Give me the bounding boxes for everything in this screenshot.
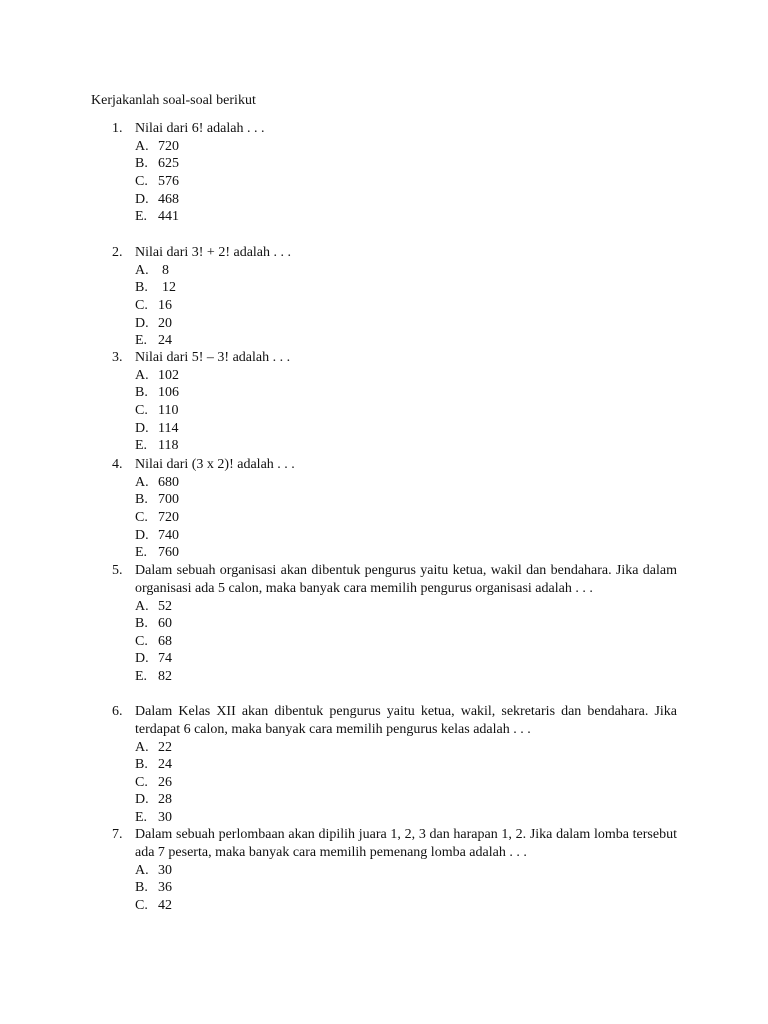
option-value: 26 <box>158 774 172 790</box>
option-letter: B. <box>135 280 148 296</box>
option-letter: E. <box>135 438 148 454</box>
question-text: Dalam sebuah organisasi akan dibentuk pengurus yaitu ketua, wakil dan bendahara. Jika dalam organisasi ada 5 calon, maka banyak cara memilih pengurus organisasi adalah . . . <box>135 563 677 596</box>
option-value: 22 <box>158 739 172 755</box>
option-e <box>135 332 176 350</box>
option-list <box>135 367 179 455</box>
option-value: 441 <box>158 209 179 225</box>
option-letter: D. <box>135 792 149 808</box>
option-letter: E. <box>135 545 148 561</box>
option-list <box>135 739 172 827</box>
option-value: 700 <box>158 492 179 508</box>
option-list <box>135 138 179 226</box>
option-list <box>135 862 172 915</box>
option-c <box>135 402 179 420</box>
option-d <box>135 420 179 438</box>
option-list <box>135 262 176 350</box>
option-letter: B. <box>135 757 148 773</box>
option-value: 625 <box>158 156 179 172</box>
option-letter: A. <box>135 862 149 878</box>
option-value: 740 <box>158 527 179 543</box>
option-d <box>135 791 172 809</box>
option-e <box>135 544 179 562</box>
option-e <box>135 437 179 455</box>
option-value: 16 <box>158 297 172 313</box>
page-heading: Kerjakanlah soal-soal berikut <box>91 93 256 108</box>
option-letter: C. <box>135 402 148 418</box>
option-letter: A. <box>135 474 149 490</box>
option-letter: D. <box>135 315 149 331</box>
option-value: 74 <box>158 651 172 667</box>
option-value: 106 <box>158 385 179 401</box>
option-letter: D. <box>135 420 149 436</box>
option-value: 102 <box>158 367 179 383</box>
option-c <box>135 633 172 651</box>
option-value: 24 <box>158 333 172 349</box>
option-a <box>135 598 172 616</box>
option-value: 30 <box>158 862 172 878</box>
option-value: 24 <box>158 757 172 773</box>
option-b <box>135 756 172 774</box>
option-value: 30 <box>158 809 172 825</box>
option-letter: A. <box>135 138 149 154</box>
option-letter: B. <box>135 385 148 401</box>
option-letter: B. <box>135 492 148 508</box>
option-letter: D. <box>135 527 149 543</box>
option-c <box>135 897 172 915</box>
option-value: 720 <box>158 509 179 525</box>
option-a <box>135 862 172 880</box>
option-letter: A. <box>135 598 149 614</box>
option-letter: B. <box>135 156 148 172</box>
option-e <box>135 208 179 226</box>
option-letter: E. <box>135 209 148 225</box>
option-value: 118 <box>158 438 179 454</box>
option-letter: D. <box>135 651 149 667</box>
question-text: Dalam Kelas XII akan dibentuk pengurus yaitu ketua, wakil, sekretaris dan bendahara. Jika terdapat 6 calon, maka banyak cara memilih pengurus kelas adalah . . . <box>135 704 677 737</box>
option-a <box>135 474 179 492</box>
option-letter: C. <box>135 774 148 790</box>
question-number: 1. <box>112 121 123 136</box>
question-text: Nilai dari (3 x 2)! adalah . . . <box>135 457 295 472</box>
option-e <box>135 668 172 686</box>
option-value: 42 <box>158 897 172 913</box>
option-d <box>135 527 179 545</box>
option-letter: E. <box>135 333 148 349</box>
question-text: Nilai dari 3! + 2! adalah . . . <box>135 245 292 260</box>
option-letter: C. <box>135 897 148 913</box>
option-c <box>135 509 179 527</box>
option-letter: C. <box>135 509 148 525</box>
option-value: 114 <box>158 420 179 436</box>
option-letter: C. <box>135 173 148 189</box>
option-a <box>135 262 176 280</box>
option-letter: E. <box>135 668 148 684</box>
option-value: 8 <box>162 262 169 278</box>
question-text: Nilai dari 6! adalah . . . <box>135 121 265 136</box>
option-letter: B. <box>135 616 148 632</box>
question-number: 6. <box>112 704 123 719</box>
option-value: 36 <box>158 880 172 896</box>
option-a <box>135 138 179 156</box>
option-letter: A. <box>135 367 149 383</box>
option-c <box>135 297 176 315</box>
option-letter: B. <box>135 880 148 896</box>
question-number: 2. <box>112 245 123 260</box>
option-value: 52 <box>158 598 172 614</box>
option-b <box>135 384 179 402</box>
question-text: Dalam sebuah perlombaan akan dipilih juara 1, 2, 3 dan harapan 1, 2. Jika dalam lomba tersebut ada 7 peserta, maka banyak cara memilih pemenang lomba adalah . . . <box>135 827 677 860</box>
option-b <box>135 615 172 633</box>
option-value: 20 <box>158 315 172 331</box>
option-value: 468 <box>158 191 179 207</box>
option-value: 680 <box>158 474 179 490</box>
option-value: 12 <box>162 280 176 296</box>
question-text: Nilai dari 5! – 3! adalah . . . <box>135 350 291 365</box>
option-c <box>135 774 172 792</box>
option-d <box>135 315 176 333</box>
option-value: 760 <box>158 545 179 561</box>
option-b <box>135 279 176 297</box>
option-letter: E. <box>135 809 148 825</box>
option-value: 720 <box>158 138 179 154</box>
option-value: 110 <box>158 402 179 418</box>
option-letter: C. <box>135 297 148 313</box>
option-b <box>135 491 179 509</box>
option-letter: D. <box>135 191 149 207</box>
option-value: 60 <box>158 616 172 632</box>
question-number: 7. <box>112 827 123 842</box>
option-list <box>135 598 172 686</box>
option-value: 82 <box>158 668 172 684</box>
question-number: 5. <box>112 563 123 578</box>
option-value: 576 <box>158 173 179 189</box>
option-value: 28 <box>158 792 172 808</box>
option-letter: C. <box>135 633 148 649</box>
question-number: 4. <box>112 457 123 472</box>
option-letter: A. <box>135 739 149 755</box>
option-c <box>135 173 179 191</box>
option-d <box>135 191 179 209</box>
option-a <box>135 739 172 757</box>
option-letter: A. <box>135 262 149 278</box>
option-e <box>135 809 172 827</box>
option-b <box>135 879 172 897</box>
question-number: 3. <box>112 350 123 365</box>
option-a <box>135 367 179 385</box>
option-list <box>135 474 179 562</box>
option-value: 68 <box>158 633 172 649</box>
option-b <box>135 155 179 173</box>
option-d <box>135 650 172 668</box>
